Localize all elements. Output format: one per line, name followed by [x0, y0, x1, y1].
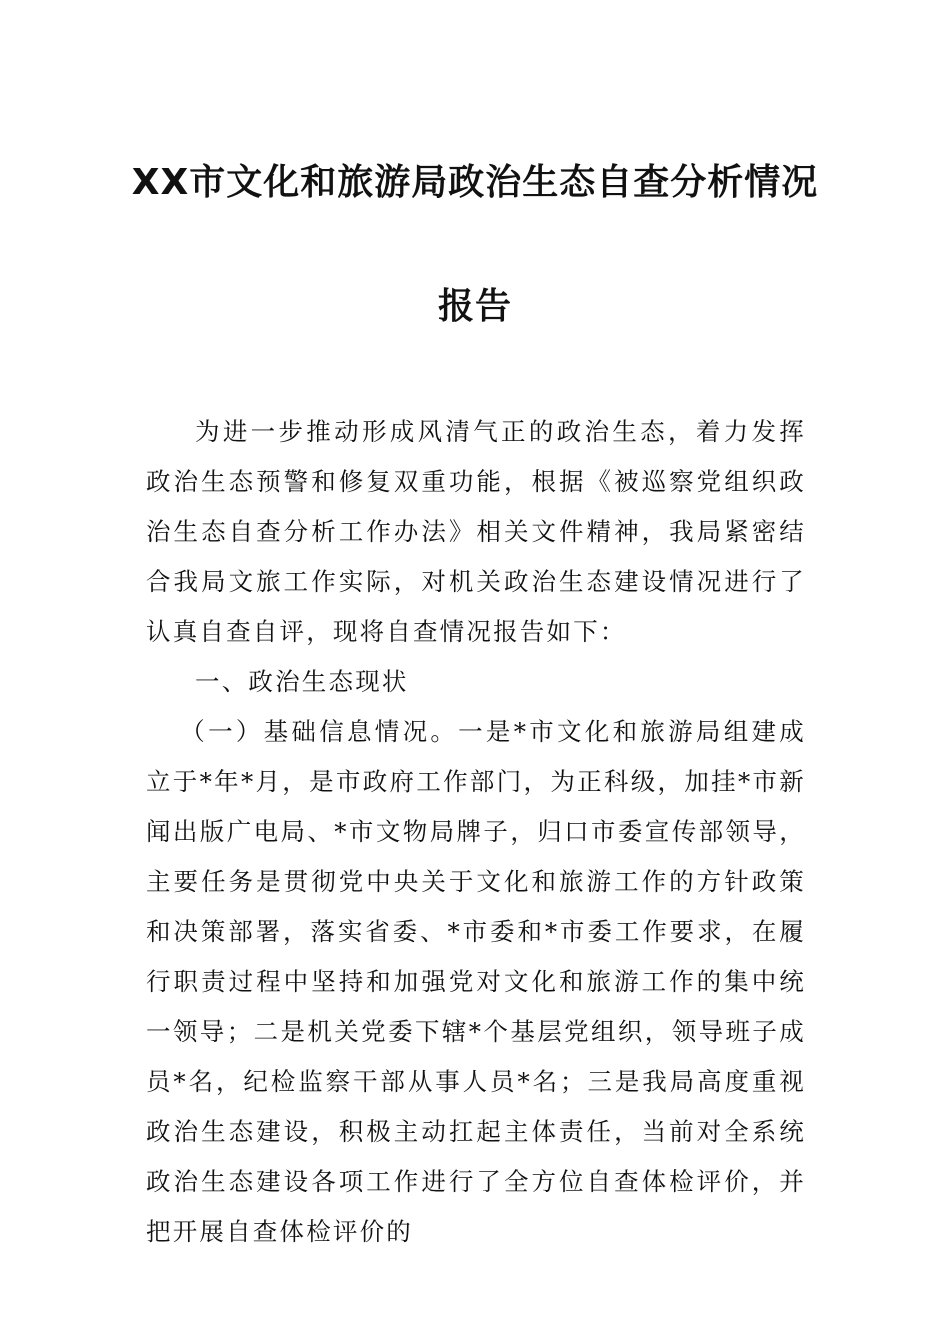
- document-title-line-1: XX市文化和旅游局政治生态自查分析情况: [131, 162, 819, 203]
- document-title-line-2: 报告: [437, 286, 512, 327]
- intro-paragraph: 为进一步推动形成风清气正的政治生态，着力发挥政治生态预警和修复双重功能，根据《被巡察党组织政治生态自查分析工作办法》相关文件精神，我局紧密结合我局文旅工作实际，对机关政治生态建设情况进行了认真自查自评，现将自查情况报告如下：: [146, 417, 806, 646]
- subsection-paragraph: （一）基础信息情况。一是*市文化和旅游局组建成立于*年*月，是市政府工作部门，为正科级，加挂*市新闻出版广电局、*市文物局牌子，归口市委宣传部领导，主要任务是贯彻党中央关于文化和旅游工作的方针政策和决策部署，落实省委、*市委和*市委工作要求，在履行职责过程中坚持和加强党对文化和旅游工作的集中统一领导；二是机关党委下辖*个基层党组织，领导班子成员*名，纪检监察干部从事人员*名；三是我局高度重视政治生态建设，积极主动扛起主体责任，当前对全系统政治生态建设各项工作进行了全方位自查体检评价，并把开展自查体检评价的: [146, 717, 806, 1246]
- section-heading: 一、政治生态现状: [195, 667, 409, 696]
- document-body: [146, 407, 806, 1257]
